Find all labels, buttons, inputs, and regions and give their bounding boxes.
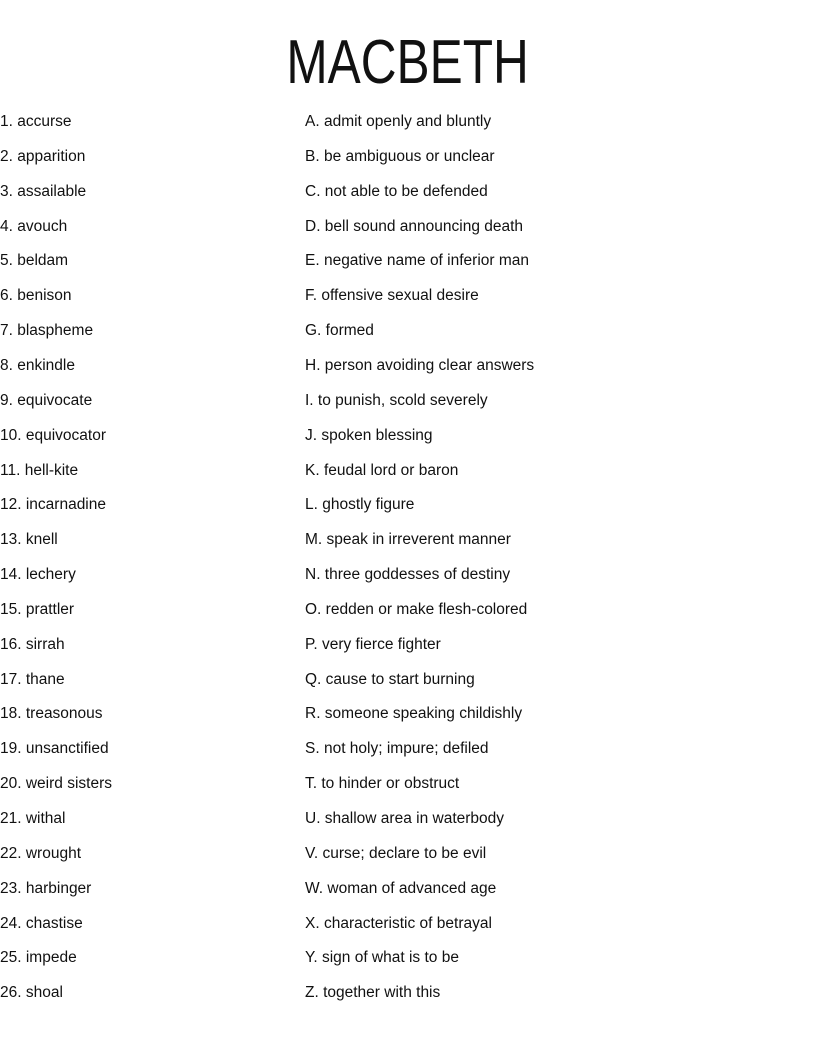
term-item: 6. benison — [0, 287, 72, 305]
definition-item: Y. sign of what is to be — [305, 949, 459, 967]
definition-item: E. negative name of inferior man — [305, 252, 530, 270]
term-item: 8. enkindle — [0, 356, 75, 374]
definition-item: V. curse; declare to be evil — [305, 844, 487, 862]
term-item: 22. wrought — [0, 844, 81, 862]
term-item: 4. avouch — [0, 217, 68, 235]
definition-item: Q. cause to start burning — [305, 670, 475, 688]
term-item: 7. blaspheme — [0, 322, 94, 340]
definition-item: N. three goddesses of destiny — [305, 566, 511, 584]
term-item: 10. equivocator — [0, 426, 106, 444]
term-item: 19. unsanctified — [0, 740, 109, 758]
term-item: 17. thane — [0, 670, 65, 688]
term-item: 16. sirrah — [0, 635, 65, 653]
definition-item: S. not holy; impure; defiled — [305, 740, 489, 758]
definition-item: C. not able to be defended — [305, 182, 488, 200]
definition-item: X. characteristic of betrayal — [305, 914, 492, 932]
definition-item: O. redden or make flesh-colored — [305, 600, 528, 618]
term-item: 23. harbinger — [0, 879, 92, 897]
definition-item: H. person avoiding clear answers — [305, 356, 535, 374]
term-item: 13. knell — [0, 531, 58, 549]
definition-item: P. very fierce fighter — [305, 635, 441, 653]
term-item: 2. apparition — [0, 147, 86, 165]
term-item: 18. treasonous — [0, 705, 103, 723]
term-item: 11. hell-kite — [0, 461, 79, 479]
definition-item: F. offensive sexual desire — [305, 287, 479, 305]
definition-item: Z. together with this — [305, 984, 441, 1002]
definition-item: D. bell sound announcing death — [305, 217, 524, 235]
definition-item: I. to punish, scold severely — [305, 391, 488, 409]
definition-item: J. spoken blessing — [305, 426, 433, 444]
definition-item: M. speak in irreverent manner — [305, 531, 511, 549]
term-item: 3. assailable — [0, 182, 87, 200]
term-item: 14. lechery — [0, 566, 76, 584]
term-item: 9. equivocate — [0, 391, 93, 409]
definition-item: A. admit openly and bluntly — [305, 113, 492, 130]
definition-item: T. to hinder or obstruct — [305, 775, 460, 793]
term-item: 25. impede — [0, 949, 77, 967]
definition-item: K. feudal lord or baron — [305, 461, 459, 479]
definition-item: B. be ambiguous or unclear — [305, 147, 495, 165]
definition-item: U. shallow area in waterbody — [305, 810, 505, 827]
term-item: 15. prattler — [0, 600, 75, 618]
term-item: 20. weird sisters — [0, 775, 112, 793]
definition-item: W. woman of advanced age — [305, 879, 497, 897]
definition-item: R. someone speaking childishly — [305, 705, 523, 723]
term-item: 1. accurse — [0, 113, 72, 130]
page-title — [0, 28, 816, 98]
term-item: 21. withal — [0, 810, 66, 827]
title-text: MACBETH — [286, 28, 530, 97]
definition-item: G. formed — [305, 322, 374, 340]
term-item: 24. chastise — [0, 914, 83, 932]
term-item: 26. shoal — [0, 984, 63, 1002]
term-item: 12. incarnadine — [0, 496, 106, 514]
definition-item: L. ghostly figure — [305, 496, 415, 514]
term-item: 5. beldam — [0, 252, 69, 270]
